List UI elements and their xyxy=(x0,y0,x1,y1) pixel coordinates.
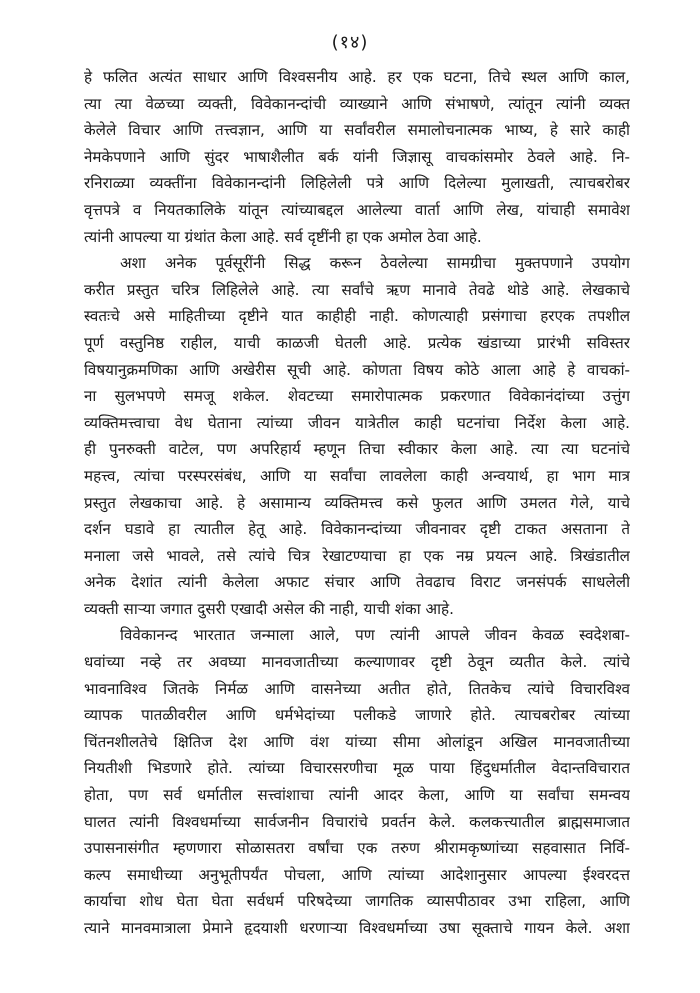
text-line: त्यांनी आपल्या या ग्रंथांत केला आहे. सर्व दृष्टींनी हा एक अमोल ठेवा आहे. xyxy=(84,227,482,246)
paragraph xyxy=(84,622,630,941)
text-line: वृत्तपत्रे व नियतकालिके यांतून त्यांच्याबद्दल आलेल्या वार्ता आणि लेख, यांचाही समावेश xyxy=(84,200,630,219)
text-line: रनिराळ्या व्यक्तींना विवेकानन्दांनी लिहिलेली पत्रे आणि दिलेल्या मुलाखती, त्याचबरोबर xyxy=(84,174,630,193)
text-line: कल्प समाधीच्या अनुभूतीपर्यंत पोचला, आणि त्यांच्या आदेशानुसार आपल्या ईश्वरदत्त xyxy=(84,865,630,884)
text-line: पूर्ण वस्तुनिष्ठ राहील, याची काळजी घेतली आहे. प्रत्येक खंडाच्या प्रारंभी सविस्तर xyxy=(84,333,630,352)
text-line: स्वतःचे असे माहितीच्या दृष्टीने यात काहीही नाही. कोणत्याही प्रसंगाचा हरएक तपशील xyxy=(84,307,630,326)
text-line: त्याने मानवमात्राला प्रेमाने हृदयाशी धरणाऱ्या विश्वधर्माच्या उषा सूक्ताचे गायन केले. अशा xyxy=(84,919,630,937)
text-line: केलेले विचार आणि तत्त्वज्ञान, आणि या सर्वांवरील समालोचनात्मक भाष्य, हे सारे काही xyxy=(84,121,630,140)
text-line: घालत त्यांनी विश्वधर्माच्या सार्वजनीन विचारांचे प्रवर्तन केले. कलकत्त्यातील ब्राह्मसमाजात xyxy=(84,812,630,831)
text-line: व्यक्तिमत्त्वाचा वेध घेताना त्यांच्या जीवन यात्रेतील काही घटनांचा निर्देश केला आहे. xyxy=(84,413,630,432)
text-line: चिंतनशीलतेचे क्षितिज देश आणि वंश यांच्या सीमा ओलांडून अखिल मानवजातीच्या xyxy=(84,732,630,751)
text-line: भावनाविश्व जितके निर्मळ आणि वासनेच्या अतीत होते, तितकेच त्यांचे विचारविश्व xyxy=(84,679,630,698)
body-text xyxy=(84,64,630,942)
text-line: अनेक देशांत त्यांनी केलेला अफाट संचार आणि तेवढाच विराट जनसंपर्क साधलेली xyxy=(84,573,630,592)
text-line: अशा अनेक पूर्वसूरींनी सिद्ध करून ठेवलेल्या सामग्रीचा मुक्तपणाने उपयोग xyxy=(120,254,630,273)
text-line: मनाला जसे भावले, तसे त्यांचे चित्र रेखाटण्याचा हा एक नम्र प्रयत्न आहे. त्रिखंडातील xyxy=(84,546,630,565)
text-line: विवेकानन्द भारतात जन्माला आले, पण त्यांनी आपले जीवन केवळ स्वदेशबा- xyxy=(120,626,630,645)
text-line: विषयानुक्रमणिका आणि अखेरीस सूची आहे. कोणता विषय कोठे आला आहे हे वाचकां- xyxy=(84,360,630,379)
text-line: ही पुनरुक्ती वाटेल, पण अपरिहार्य म्हणून तिचा स्वीकार केला आहे. त्या त्या घटनांचे xyxy=(84,440,630,459)
text-line: व्यापक पातळीवरील आणि धर्मभेदांच्या पलीकडे जाणारे होते. त्याचबरोबर त्यांच्या xyxy=(84,706,630,725)
text-line: उपासनासंगीत म्हणणारा सोळासतरा वर्षांचा एक तरुण श्रीरामकृष्णांच्या सहवासात निर्वि- xyxy=(84,839,630,858)
text-line: त्या त्या वेळच्या व्यक्ती, विवेकानन्दांची व्याख्याने आणि संभाषणे, त्यांतून त्यांनी व्यक्त xyxy=(84,94,630,113)
text-line: धवांच्या नव्हे तर अवघ्या मानवजातीच्या कल्याणावर दृष्टी ठेवून व्यतीत केले. त्यांचे xyxy=(84,653,630,672)
text-line: ना सुलभपणे समजू शकेल. शेवटच्या समारोपात्मक प्रकरणात विवेकानंदांच्या उत्तुंग xyxy=(84,387,630,406)
paragraph xyxy=(84,64,630,250)
text-line: प्रस्तुत लेखकाचा आहे. हे असामान्य व्यक्तिमत्त्व कसे फुलत आणि उमलत गेले, याचे xyxy=(84,493,630,512)
text-line: करीत प्रस्तुत चरित्र लिहिलेले आहे. त्या सर्वांचे ऋण मानावे तेवढे थोडे आहे. लेखकाचे xyxy=(84,280,630,299)
text-line: नियतीशी भिडणारे होते. त्यांच्या विचारसरणीचा मूळ पाया हिंदुधर्मातील वेदान्तविचारात xyxy=(84,759,630,778)
text-line: नेमकेपणाने आणि सुंदर भाषाशैलीत बर्क यांनी जिज्ञासू वाचकांसमोर ठेवले आहे. नि- xyxy=(84,147,630,166)
page-number: (१४) xyxy=(331,32,369,53)
text-line: महत्त्व, त्यांचा परस्परसंबंध, आणि या सर्वांचा लावलेला काही अन्वयार्थ, हा भाग मात्र xyxy=(84,466,630,485)
text-line: व्यक्ती साऱ्या जगात दुसरी एखादी असेल की नाही, याची शंका आहे. xyxy=(84,599,454,618)
text-line: दर्शन घडावे हा त्यातील हेतू आहे. विवेकानन्दांच्या जीवनावर दृष्टी टाकत असताना ते xyxy=(84,520,630,539)
text-line: कार्याचा शोध घेता घेता सर्वधर्म परिषदेच्या जागतिक व्यासपीठावर उभा राहिला, आणि xyxy=(84,892,630,911)
paragraph xyxy=(84,250,630,622)
text-line: हे फलित अत्यंत साधार आणि विश्वसनीय आहे. हर एक घटना, तिचे स्थल आणि काल, xyxy=(84,68,630,86)
text-line: होता, पण सर्व धर्मातील सत्त्वांशाचा त्यांनी आदर केला, आणि या सर्वांचा समन्वय xyxy=(84,786,630,805)
